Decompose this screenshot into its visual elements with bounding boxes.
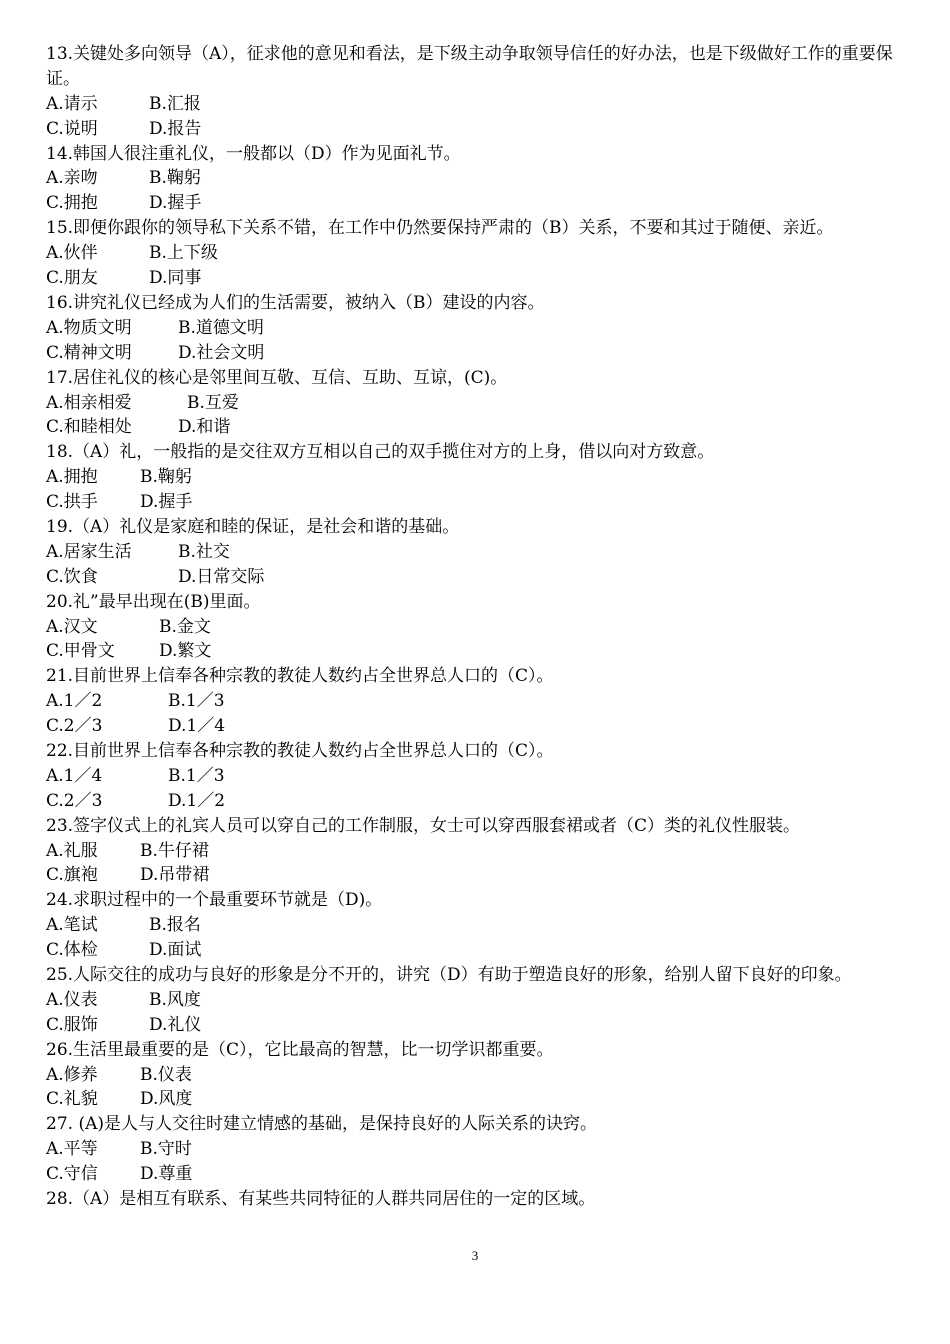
option-b: B.上下级 xyxy=(149,243,218,264)
question-text: 22.目前世界上信奉各种宗教的教徒人数约占全世界总人口的（C）。 xyxy=(46,740,554,761)
option-d: D.同事 xyxy=(149,268,202,289)
options-row xyxy=(46,92,908,117)
options-row xyxy=(46,1063,908,1088)
option-a: A.1／2 xyxy=(46,691,103,712)
option-c: C.旗袍 xyxy=(46,865,98,886)
options-row xyxy=(46,863,908,888)
option-b: B.守时 xyxy=(140,1139,192,1160)
option-a: A.请示 xyxy=(46,93,98,114)
option-c: C.礼貌 xyxy=(46,1089,98,1110)
option-d: D.日常交际 xyxy=(178,566,265,587)
options-row xyxy=(46,689,908,714)
option-a: A.相亲相爱 xyxy=(46,392,132,413)
option-b: B.1／3 xyxy=(168,691,225,712)
option-c: C.精神文明 xyxy=(46,342,132,363)
question-text: 26.生活里最重要的是（C），它比最高的智慧，比一切学识都重要。 xyxy=(46,1039,554,1060)
option-d: D.吊带裙 xyxy=(140,865,210,886)
option-b: B.社交 xyxy=(178,541,230,562)
option-b: B.风度 xyxy=(149,989,201,1010)
option-a: A.笔试 xyxy=(46,915,98,936)
options-row xyxy=(46,764,908,789)
options-row xyxy=(46,465,908,490)
option-a: A.拥抱 xyxy=(46,467,98,488)
options-row xyxy=(46,415,908,440)
option-b: B.汇报 xyxy=(149,93,201,114)
option-d: D.面试 xyxy=(149,940,202,961)
question-text: 13.关键处多向领导（A），征求他的意见和看法，是下级主动争取领导信任的好办法，也是下级做好工作的重要保证。 xyxy=(46,44,893,89)
question-text: 17.居住礼仪的核心是邻里间互敬、互信、互助、互谅，(C)。 xyxy=(46,367,508,388)
option-b: B.仪表 xyxy=(140,1064,192,1085)
options-row xyxy=(46,166,908,191)
options-row xyxy=(46,490,908,515)
option-c: C.饮食 xyxy=(46,566,98,587)
question-text: 14.韩国人很注重礼仪，一般都以（D）作为见面礼节。 xyxy=(46,143,461,164)
option-c: C.拥抱 xyxy=(46,193,98,214)
options-row xyxy=(46,1137,908,1162)
option-b: B.互爱 xyxy=(187,392,239,413)
question-text: 15.即便你跟你的领导私下关系不错，在工作中仍然要保持严肃的（B）关系，不要和其过于随便、亲近。 xyxy=(46,218,834,239)
option-d: D.握手 xyxy=(149,193,202,214)
question-text: 24.求职过程中的一个最重要环节就是（D)。 xyxy=(46,890,383,911)
options-row xyxy=(46,266,908,291)
option-d: D.礼仪 xyxy=(149,1014,202,1035)
question-text: 25.人际交往的成功与良好的形象是分不开的，讲究（D）有助于塑造良好的形象，给别人留下良好的印象。 xyxy=(46,964,852,985)
option-c: C.和睦相处 xyxy=(46,417,132,438)
question-text: 27. (A)是人与人交往时建立情感的基础，是保持良好的人际关系的诀窍。 xyxy=(46,1114,597,1135)
option-d: D.1／2 xyxy=(168,790,226,811)
option-b: B.道德文明 xyxy=(178,317,264,338)
option-c: C.甲骨文 xyxy=(46,641,115,662)
options-row xyxy=(46,913,908,938)
options-row xyxy=(46,639,908,664)
option-b: B.鞠躬 xyxy=(149,168,201,189)
options-row xyxy=(46,714,908,739)
options-row xyxy=(46,1013,908,1038)
option-d: D.尊重 xyxy=(140,1164,193,1185)
options-row xyxy=(46,341,908,366)
options-row xyxy=(46,316,908,341)
options-row xyxy=(46,540,908,565)
options-row xyxy=(46,565,908,590)
question-text: 16.讲究礼仪已经成为人们的生活需要，被纳入（B）建设的内容。 xyxy=(46,292,545,313)
option-a: A.礼服 xyxy=(46,840,98,861)
option-a: A.居家生活 xyxy=(46,541,132,562)
option-a: A.修养 xyxy=(46,1064,98,1085)
option-b: B.牛仔裙 xyxy=(140,840,209,861)
option-c: C.服饰 xyxy=(46,1014,98,1035)
option-a: A.仪表 xyxy=(46,989,98,1010)
question-text: 23.签字仪式上的礼宾人员可以穿自己的工作制服，女士可以穿西服套裙或者（C）类的礼仪性服装。 xyxy=(46,815,801,836)
option-c: C.守信 xyxy=(46,1164,98,1185)
options-row xyxy=(46,117,908,142)
question-text: 21.目前世界上信奉各种宗教的教徒人数约占全世界总人口的（C）。 xyxy=(46,666,554,687)
options-row xyxy=(46,1087,908,1112)
option-a: A.物质文明 xyxy=(46,317,132,338)
option-d: D.报告 xyxy=(149,118,202,139)
options-row xyxy=(46,615,908,640)
options-row xyxy=(46,839,908,864)
options-row xyxy=(46,241,908,266)
option-d: D.握手 xyxy=(140,492,193,513)
options-row xyxy=(46,789,908,814)
question-list xyxy=(46,42,908,1212)
option-a: A.汉文 xyxy=(46,616,98,637)
option-a: A.亲吻 xyxy=(46,168,98,189)
question-text: 19.（A）礼仪是家庭和睦的保证，是社会和谐的基础。 xyxy=(46,516,460,537)
option-d: D.繁文 xyxy=(159,641,212,662)
option-a: A.1／4 xyxy=(46,765,103,786)
options-row xyxy=(46,391,908,416)
option-b: B.金文 xyxy=(159,616,211,637)
option-c: C.拱手 xyxy=(46,492,98,513)
option-b: B.1／3 xyxy=(168,765,225,786)
question-text: 28.（A）是相互有联系、有某些共同特征的人群共同居住的一定的区域。 xyxy=(46,1189,596,1210)
option-d: D.社会文明 xyxy=(178,342,265,363)
option-b: B.报名 xyxy=(149,915,201,936)
options-row xyxy=(46,191,908,216)
option-a: A.伙伴 xyxy=(46,243,98,264)
option-a: A.平等 xyxy=(46,1139,98,1160)
options-row xyxy=(46,988,908,1013)
question-text: 20.礼”最早出现在(B)里面。 xyxy=(46,591,261,612)
question-text: 18.（A）礼，一般指的是交往双方互相以自己的双手揽住对方的上身，借以向对方致意。 xyxy=(46,442,715,463)
option-c: C.体检 xyxy=(46,940,98,961)
option-c: C.朋友 xyxy=(46,268,98,289)
option-d: D.风度 xyxy=(140,1089,193,1110)
option-c: C.2／3 xyxy=(46,716,103,737)
option-d: D.和谐 xyxy=(178,417,231,438)
option-c: C.2／3 xyxy=(46,790,103,811)
option-d: D.1／4 xyxy=(168,716,226,737)
option-c: C.说明 xyxy=(46,118,98,139)
options-row xyxy=(46,938,908,963)
option-b: B.鞠躬 xyxy=(140,467,192,488)
page-number: 3 xyxy=(471,1248,479,1263)
options-row xyxy=(46,1162,908,1187)
